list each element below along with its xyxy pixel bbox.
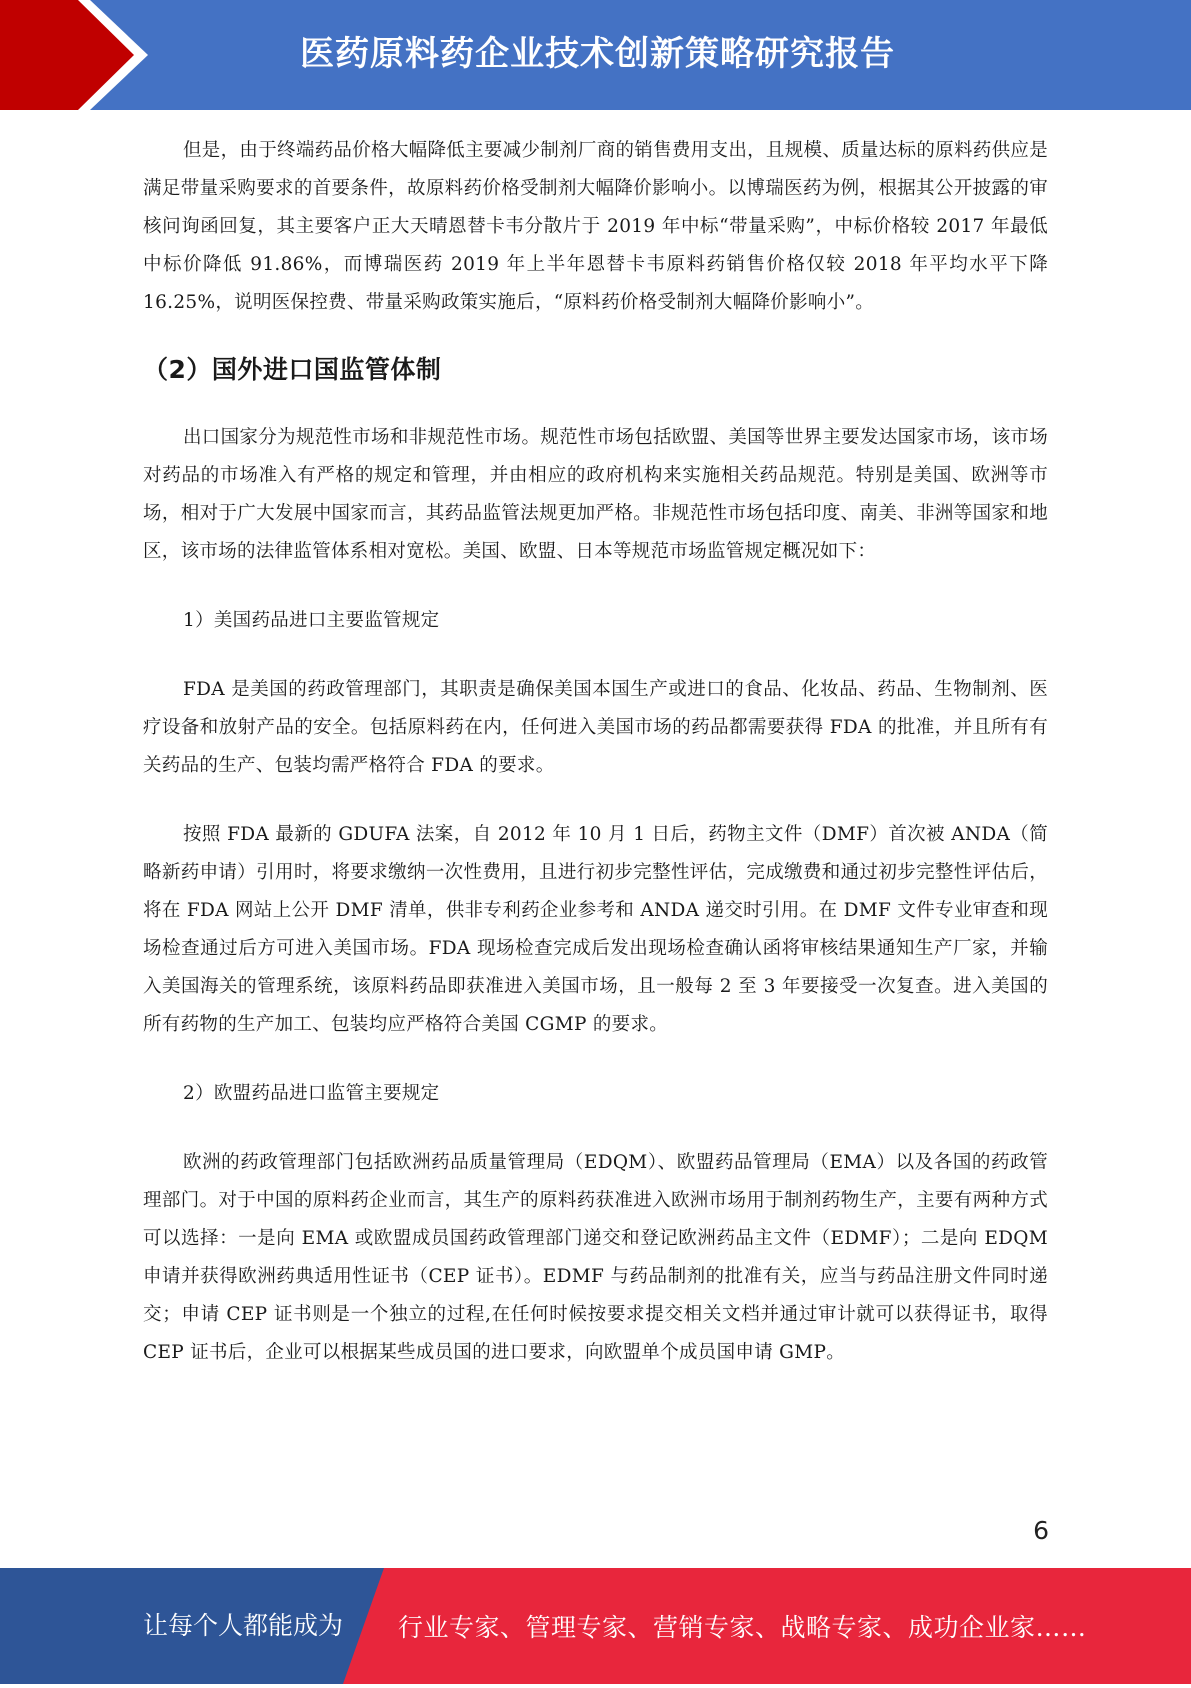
- section-heading: （2）国外进口国监管体制: [143, 355, 442, 384]
- page-number: 6: [1033, 1516, 1049, 1545]
- paragraph-gdufa: 按照 FDA 最新的 GDUFA 法案，自 2012 年 10 月 1 日后，药物主文件（DMF）首次被 ANDA（简略新药申请）引用时，将要求缴纳一次性费用，且进行初步完整性评估，完成缴费和通过初步完整性评估后，将在 FDA 网站上公开 DMF 清单，供非专利药企业参考和 ANDA 递交时引用。在 DMF 文件专业审查和现场检查通过后方可进入美国市场。FDA 现场检查完成后发出现场检查确认函将审核结果通知生产厂家，并输入美国海关的管理系统，该原料药品即获准进入美国市场，且一般每 2 至 3 年要接受一次复查。进入美国的所有药物的生产加工、包装均应严格符合美国 CGMP 的要求。: [143, 824, 1048, 1035]
- subheading-eu: 2）欧盟药品进口监管主要规定: [183, 1083, 440, 1104]
- report-title: 医药原料药企业技术创新策略研究报告: [300, 34, 895, 74]
- paragraph-eu: 欧洲的药政管理部门包括欧洲药品质量管理局（EDQM）、欧盟药品管理局（EMA）以及各国的药政管理部门。对于中国的原料药企业而言，其生产的原料药获准进入欧洲市场用于制剂药物生产，主要有两种方式可以选择：一是向 EMA 或欧盟成员国药政管理部门递交和登记欧洲药品主文件（EDMF）；二是向 EDQM 申请并获得欧洲药典适用性证书（CEP 证书）。EDMF 与药品制剂的批准有关，应当与药品注册文件同时递交；申请 CEP 证书则是一个独立的过程,在任何时候按要求提交相关文档并通过审计就可以获得证书，取得 CEP 证书后，企业可以根据某些成员国的进口要求，向欧盟单个成员国申请 GMP。: [143, 1152, 1048, 1363]
- page-header: [0, 0, 1191, 110]
- page-footer: [0, 1568, 1191, 1684]
- paragraph-price-impact: 但是，由于终端药品价格大幅降低主要减少制剂厂商的销售费用支出，且规模、质量达标的原料药供应是满足带量采购要求的首要条件，故原料药价格受制剂大幅降价影响小。以博瑞医药为例，根据其公开披露的审核问询函回复，其主要客户正大天晴恩替卡韦分散片于 2019 年中标“带量采购”，中标价格较 2017 年最低中标价降低 91.86%，而博瑞医药 2019 年上半年恩替卡韦原料药销售价格仅较 2018 年平均水平下降 16.25%，说明医保控费、带量采购政策实施后，“原料药价格受制剂大幅降价影响小”。: [143, 140, 1048, 313]
- footer-slogan-right: 行业专家、管理专家、营销专家、战略专家、成功企业家……: [398, 1613, 1087, 1642]
- subheading-us: 1）美国药品进口主要监管规定: [183, 610, 440, 631]
- page-content: [143, 132, 1048, 1372]
- paragraph-fda: FDA 是美国的药政管理部门，其职责是确保美国本国生产或进口的食品、化妆品、药品、生物制剂、医疗设备和放射产品的安全。包括原料药在内，任何进入美国市场的药品都需要获得 FDA 的批准，并且所有有关药品的生产、包装均需严格符合 FDA 的要求。: [143, 679, 1048, 776]
- footer-slogan-left: 让每个人都能成为: [143, 1611, 344, 1640]
- paragraph-markets: 出口国家分为规范性市场和非规范性市场。规范性市场包括欧盟、美国等世界主要发达国家市场，该市场对药品的市场准入有严格的规定和管理，并由相应的政府机构来实施相关药品规范。特别是美国、欧洲等市场，相对于广大发展中国家而言，其药品监管法规更加严格。非规范性市场包括印度、南美、非洲等国家和地区，该市场的法律监管体系相对宽松。美国、欧盟、日本等规范市场监管规定概况如下：: [143, 427, 1048, 562]
